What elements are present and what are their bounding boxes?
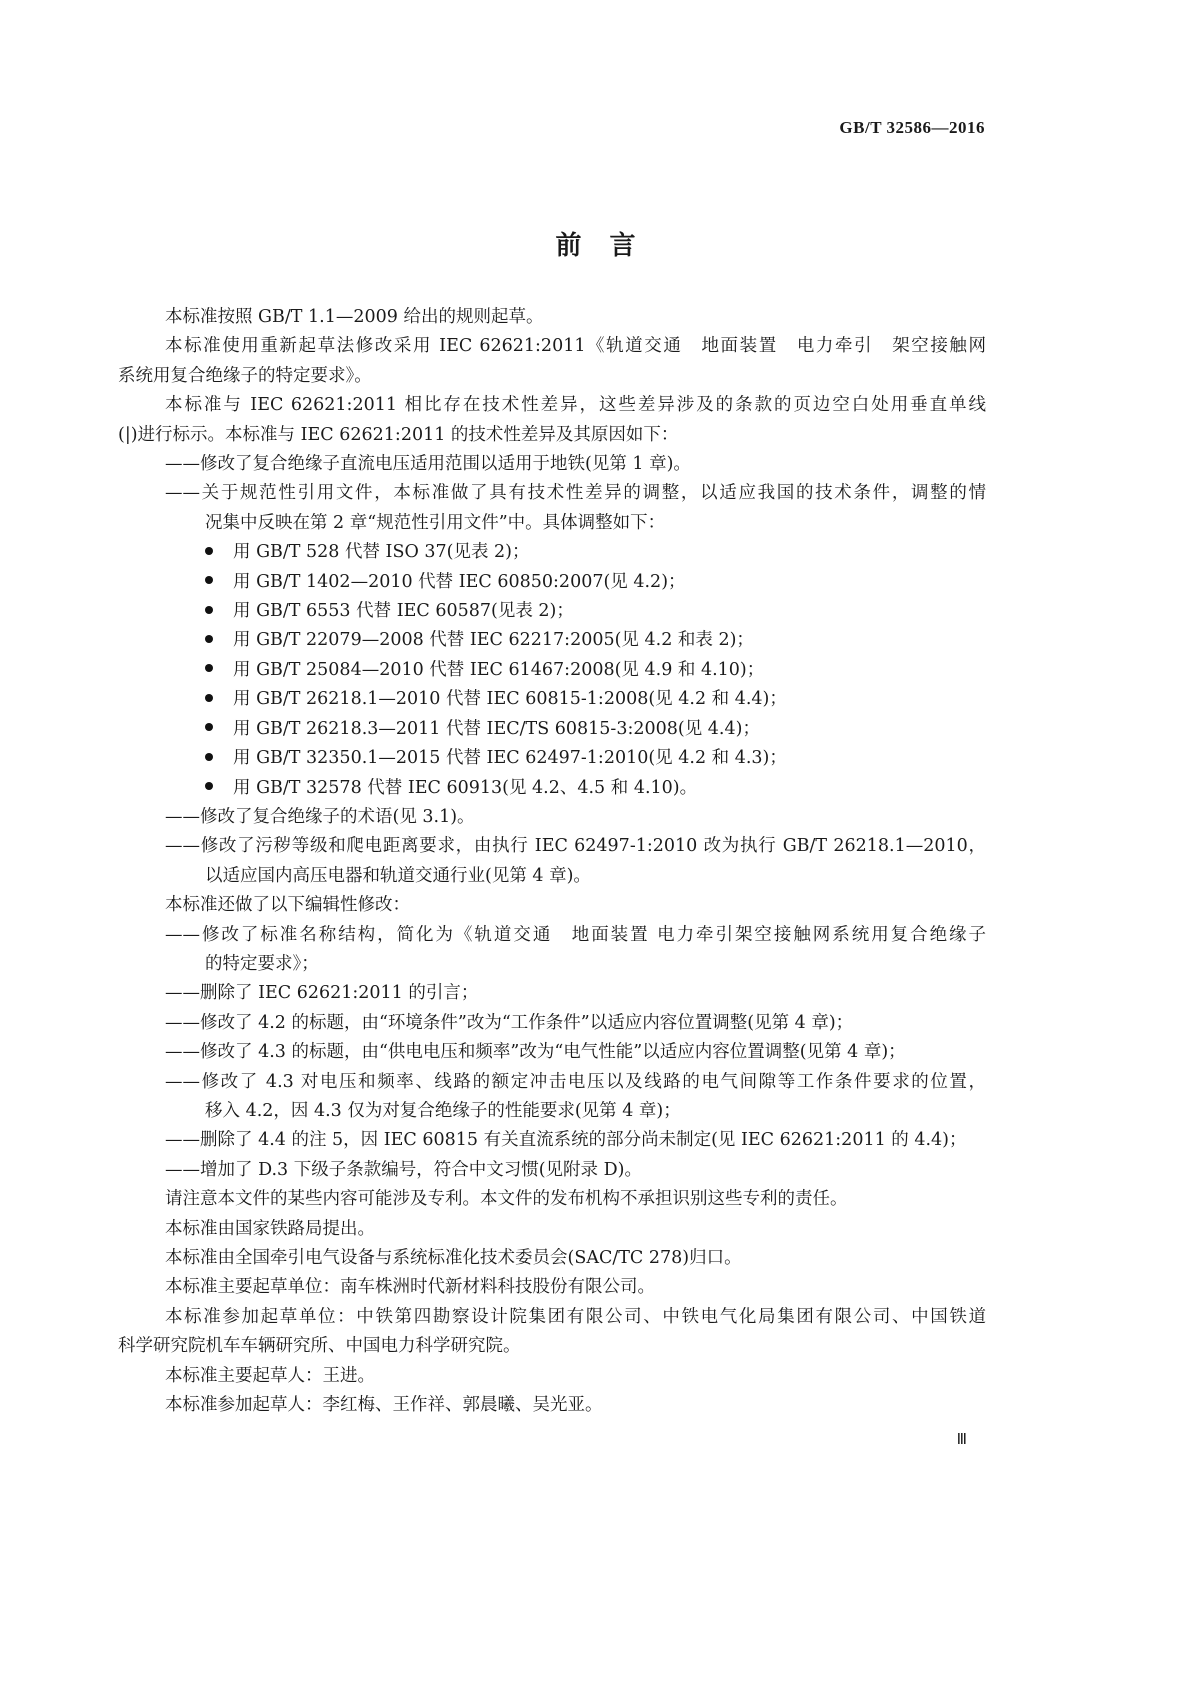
text-line <box>118 568 986 597</box>
dash-list-item <box>118 803 986 832</box>
text-line <box>118 362 986 391</box>
line-text: 本标准由国家铁路局提出。 <box>165 1218 375 1239</box>
text-line <box>118 597 986 626</box>
bullet-list-item <box>118 715 986 744</box>
paragraph <box>118 1244 986 1273</box>
paragraph <box>118 1215 986 1244</box>
line-text: 用 GB/T 26218.3—2011 代替 IEC/TS 60815-3:2008(见 4.4)； <box>233 718 760 739</box>
line-text: ——关于规范性引用文件，本标准做了具有技术性差异的调整，以适应我国的技术条件，调整的情 <box>165 483 986 504</box>
text-line <box>118 1391 986 1420</box>
text-line <box>118 1215 986 1244</box>
text-line <box>118 303 986 332</box>
line-text: 用 GB/T 528 代替 ISO 37(见表 2)； <box>233 542 530 563</box>
page-number: Ⅲ <box>956 1432 967 1448</box>
bullet-icon <box>205 635 213 643</box>
line-text: 用 GB/T 25084—2010 代替 IEC 61467:2008(见 4.9 和 4.10)； <box>233 659 765 680</box>
line-text: 科学研究院机车车辆研究所、中国电力科学研究院。 <box>118 1336 521 1357</box>
line-text: 本标准由全国牵引电气设备与系统标准化技术委员会(SAC/TC 278)归口。 <box>165 1248 742 1268</box>
text-line <box>118 1097 986 1126</box>
line-text: 的特定要求》； <box>205 953 319 974</box>
line-text: 本标准主要起草人：王进。 <box>165 1365 375 1386</box>
bullet-icon <box>205 753 213 761</box>
line-text: (|)进行标示。本标准与 IEC 62621:2011 的技术性差异及其原因如下： <box>118 424 679 445</box>
line-text: ——修改了复合绝缘子直流电压适用范围以适用于地铁(见第 1 章)。 <box>165 454 691 475</box>
line-text: 用 GB/T 6553 代替 IEC 60587(见表 2)； <box>233 601 574 622</box>
paragraph <box>118 1185 986 1214</box>
bullet-list-item <box>118 774 986 803</box>
line-text: ——修改了复合绝缘子的术语(见 3.1)。 <box>165 806 475 827</box>
bullet-icon <box>205 694 213 702</box>
line-text: 以适应国内高压电器和轨道交通行业(见第 4 章)。 <box>205 865 591 886</box>
text-line <box>118 421 986 450</box>
line-text: 移入 4.2，因 4.3 仅为对复合绝缘子的性能要求(见第 4 章)； <box>205 1100 681 1121</box>
text-line <box>118 744 986 773</box>
text-line <box>118 891 986 920</box>
text-line <box>118 509 986 538</box>
text-line <box>118 479 986 508</box>
line-text: 系统用复合绝缘子的特定要求》。 <box>118 365 372 386</box>
text-line <box>118 656 986 685</box>
dash-list-item <box>118 1126 986 1155</box>
bullet-list-item <box>118 626 986 655</box>
text-line <box>118 1126 986 1155</box>
line-text: ——删除了 4.4 的注 5，因 IEC 60815 有关直流系统的部分尚未制定(见 IEC 62621:2011 的 4.4)； <box>165 1130 967 1151</box>
dash-list-item <box>118 979 986 1008</box>
line-text: ——增加了 D.3 下级子条款编号，符合中文习惯(见附录 D)。 <box>165 1159 642 1180</box>
line-text: 本标准主要起草单位：南车株洲时代新材料科技股份有限公司。 <box>165 1277 655 1298</box>
line-text: 用 GB/T 32350.1—2015 代替 IEC 62497-1:2010(见 4.2 和 4.3)； <box>233 748 787 769</box>
dash-list-item <box>118 479 986 538</box>
bullet-icon <box>205 547 213 555</box>
paragraph <box>118 1391 986 1420</box>
text-line <box>118 1068 986 1097</box>
dash-list-item <box>118 1038 986 1067</box>
line-text: 本标准与 IEC 62621:2011 相比存在技术性差异，这些差异涉及的条款的页边空白处用垂直单线 <box>165 395 986 416</box>
text-line <box>118 332 986 361</box>
line-text: 用 GB/T 26218.1—2010 代替 IEC 60815-1:2008(见 4.2 和 4.4)； <box>233 689 787 710</box>
bullet-list-item <box>118 685 986 714</box>
dash-list-item <box>118 1156 986 1185</box>
dash-list-item <box>118 921 986 980</box>
text-line <box>118 950 986 979</box>
dash-list-item <box>118 832 986 891</box>
dash-list-item <box>118 1009 986 1038</box>
paragraph <box>118 303 986 332</box>
line-text: 请注意本文件的某些内容可能涉及专利。本文件的发布机构不承担识别这些专利的责任。 <box>165 1189 848 1210</box>
bullet-icon <box>205 782 213 790</box>
line-text: 本标准参加起草单位：中铁第四勘察设计院集团有限公司、中铁电气化局集团有限公司、中国铁道 <box>165 1306 986 1327</box>
text-line <box>118 1009 986 1038</box>
text-line <box>118 1303 986 1332</box>
text-line <box>118 979 986 1008</box>
text-line <box>118 803 986 832</box>
paragraph <box>118 332 986 391</box>
text-line <box>118 774 986 803</box>
text-line <box>118 626 986 655</box>
text-line <box>118 1362 986 1391</box>
text-line <box>118 1332 986 1361</box>
bullet-icon <box>205 576 213 584</box>
text-line <box>118 685 986 714</box>
text-line <box>118 1244 986 1273</box>
dash-list-item <box>118 1068 986 1127</box>
line-text: 本标准参加起草人：李红梅、王作祥、郭晨曦、吴光亚。 <box>165 1395 603 1416</box>
bullet-list-item <box>118 597 986 626</box>
bullet-list-item <box>118 656 986 685</box>
document-body <box>118 303 986 1420</box>
bullet-icon <box>205 723 213 731</box>
text-line <box>118 450 986 479</box>
text-line <box>118 1273 986 1302</box>
line-text: 用 GB/T 22079—2008 代替 IEC 62217:2005(见 4.2 和表 2)； <box>233 630 754 651</box>
text-line <box>118 832 986 861</box>
text-line <box>118 715 986 744</box>
paragraph <box>118 391 986 450</box>
line-text: 本标准使用重新起草法修改采用 IEC 62621:2011《轨道交通 地面装置 电力牵引 架空接触网 <box>165 336 986 357</box>
standard-code: GB/T 32586—2016 <box>839 118 985 137</box>
text-line <box>118 1038 986 1067</box>
bullet-list-item <box>118 538 986 567</box>
text-line <box>118 1185 986 1214</box>
text-line <box>118 921 986 950</box>
line-text: ——修改了标准名称结构，简化为《轨道交通 地面装置 电力牵引架空接触网系统用复合绝缘子 <box>165 924 986 945</box>
bullet-list-item <box>118 568 986 597</box>
line-text: ——删除了 IEC 62621:2011 的引言； <box>165 983 479 1004</box>
line-text: 本标准按照 GB/T 1.1—2009 给出的规则起草。 <box>165 307 544 327</box>
line-text: 用 GB/T 32578 代替 IEC 60913(见 4.2、4.5 和 4.10)。 <box>233 777 698 798</box>
text-line <box>118 538 986 567</box>
line-text: ——修改了 4.3 的标题，由“供电电压和频率”改为“电气性能”以适应内容位置调整(见第 4 章)； <box>165 1042 906 1063</box>
line-text: ——修改了 4.3 对电压和频率、线路的额定冲击电压以及线路的电气间隙等工作条件要求的位置， <box>165 1071 986 1092</box>
paragraph <box>118 891 986 920</box>
line-text: 用 GB/T 1402—2010 代替 IEC 60850:2007(见 4.2)； <box>233 571 686 592</box>
line-text: ——修改了 4.2 的标题，由“环境条件”改为“工作条件”以适应内容位置调整(见第 4 章)； <box>165 1012 854 1033</box>
dash-list-item <box>118 450 986 479</box>
page-title: 前言 <box>555 231 664 261</box>
line-text: 本标准还做了以下编辑性修改： <box>165 895 410 916</box>
line-text: ——修改了污秽等级和爬电距离要求，由执行 IEC 62497-1:2010 改为执行 GB/T 26218.1—2010， <box>165 836 986 857</box>
text-line <box>118 862 986 891</box>
paragraph <box>118 1362 986 1391</box>
text-line <box>118 1156 986 1185</box>
bullet-list-item <box>118 744 986 773</box>
text-line <box>118 391 986 420</box>
bullet-icon <box>205 606 213 614</box>
paragraph <box>118 1273 986 1302</box>
bullet-icon <box>205 664 213 672</box>
paragraph <box>118 1303 986 1362</box>
line-text: 况集中反映在第 2 章“规范性引用文件”中。具体调整如下： <box>205 512 666 533</box>
